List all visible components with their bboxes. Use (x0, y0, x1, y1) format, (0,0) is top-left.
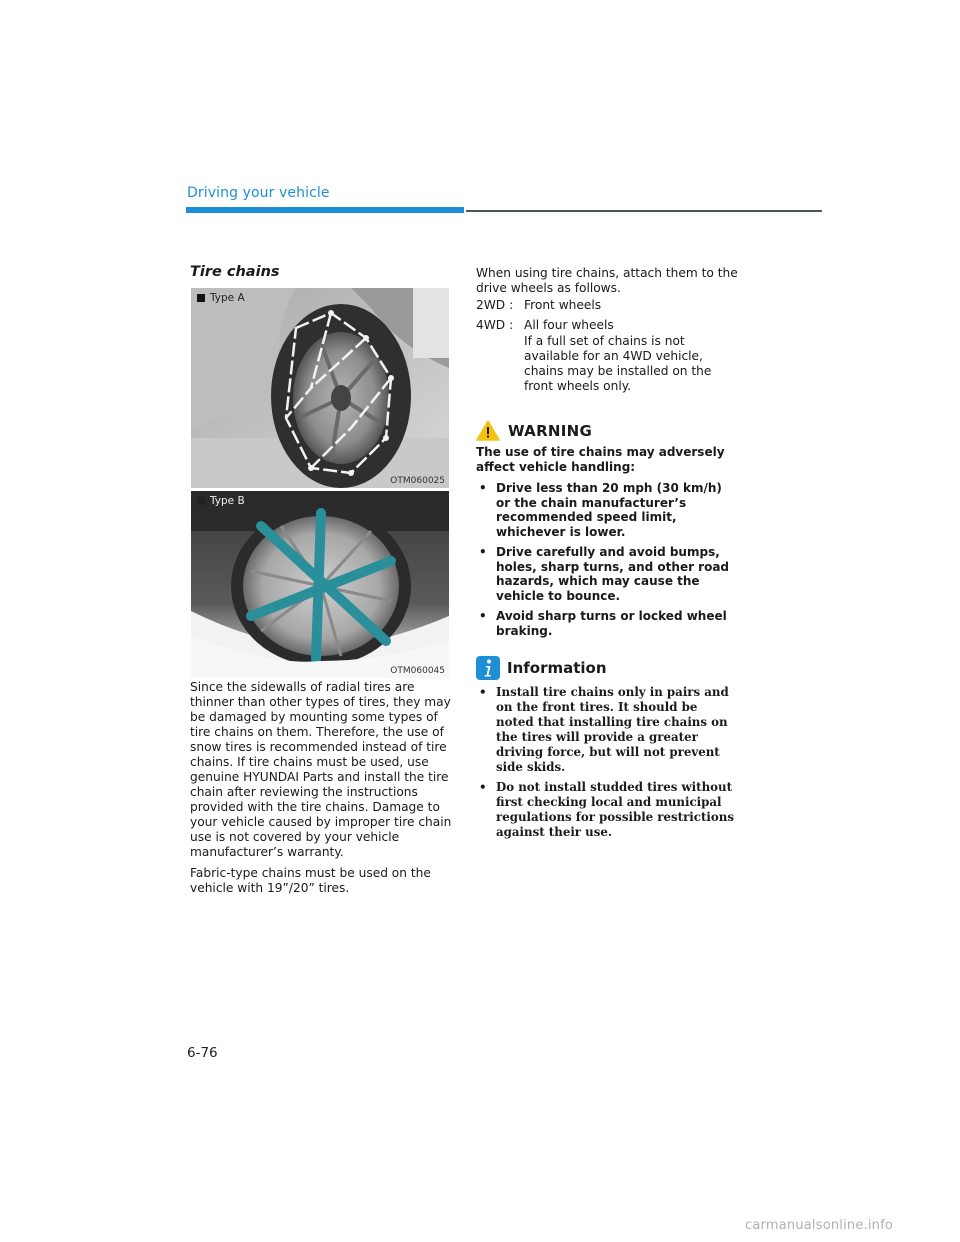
page-number: 6-76 (187, 1045, 218, 1061)
paragraph-sidewalls: Since the sidewalls of radial tires are thinner than other types of tires, they may be damaged by mounting some types of tire chains on them. Therefore, the use of snow tires is recommended instead of tire chains. If tire chains must be used, use genuine HYUNDAI Parts and install the tire chain after reviewing the instructions provided with the tire chains. Damage to your vehicle caused by improper tire chain use is not covered by your vehicle manufacturer’s warranty. (190, 680, 452, 859)
info-icon (476, 656, 500, 680)
section-title: Driving your vehicle (187, 185, 330, 201)
left-body (190, 680, 452, 902)
figure-a-code: OTM060025 (390, 476, 445, 486)
paragraph-fabric: Fabric-type chains must be used on the vehicle with 19”/20” tires. (190, 866, 431, 895)
warning-title: WARNING (508, 421, 593, 440)
header-accent-bar (186, 207, 464, 213)
right-intro: When using tire chains, attach them to the drive wheels as follows. (476, 266, 738, 295)
warning-header (476, 420, 592, 441)
warning-bullet: • Avoid sharp turns or locked wheel braking. (479, 609, 727, 638)
drive-note: If a full set of chains is not available for an 4WD vehicle, chains may be installed on the front wheels only. (524, 334, 712, 393)
information-title: Information (507, 659, 607, 677)
info-bullet: • Do not install studded tires without first checking local and municipal regulations for possible restrictions against their use. (479, 780, 734, 839)
drive-key-2wd: 2WD : (476, 298, 514, 312)
drive-val-2wd: Front wheels (524, 298, 602, 312)
info-bullet: • Install tire chains only in pairs and on the front tires. It should be noted that installing tire chains on the tires will provide a greater driving force, but will not prevent side skids. (479, 685, 729, 774)
heading: Tire chains (190, 264, 280, 280)
warning-bullet: • Drive less than 20 mph (30 km/h) or the chain manufacturer’s recommended speed limit, whichever is lower. (479, 481, 722, 539)
information-header (476, 656, 607, 680)
figure-b-code: OTM060045 (390, 666, 445, 676)
figure-a-label: Type A (197, 292, 245, 304)
warning-icon (476, 420, 500, 441)
tire-chain-photo-a (191, 288, 449, 488)
tire-chain-photo-b (191, 491, 449, 678)
drive-row-2wd (476, 298, 736, 313)
drive-val-4wd: All four wheels (524, 318, 614, 332)
figure-b-label: Type B (197, 495, 245, 507)
figure-type-a (191, 288, 449, 488)
header-divider (466, 210, 822, 212)
warning-lead: The use of tire chains may adversely affect vehicle handling: (476, 445, 725, 474)
information-body (476, 685, 738, 846)
drive-list (476, 298, 736, 394)
drive-row-4wd (476, 318, 736, 333)
footer-watermark: carmanualsonline.info (745, 1218, 894, 1233)
warning-body (476, 445, 738, 644)
figure-type-b (191, 491, 449, 678)
drive-key-4wd: 4WD : (476, 318, 514, 332)
warning-bullet: • Drive carefully and avoid bumps, holes, sharp turns, and other road hazards, which may cause the vehicle to bounce. (479, 545, 730, 603)
